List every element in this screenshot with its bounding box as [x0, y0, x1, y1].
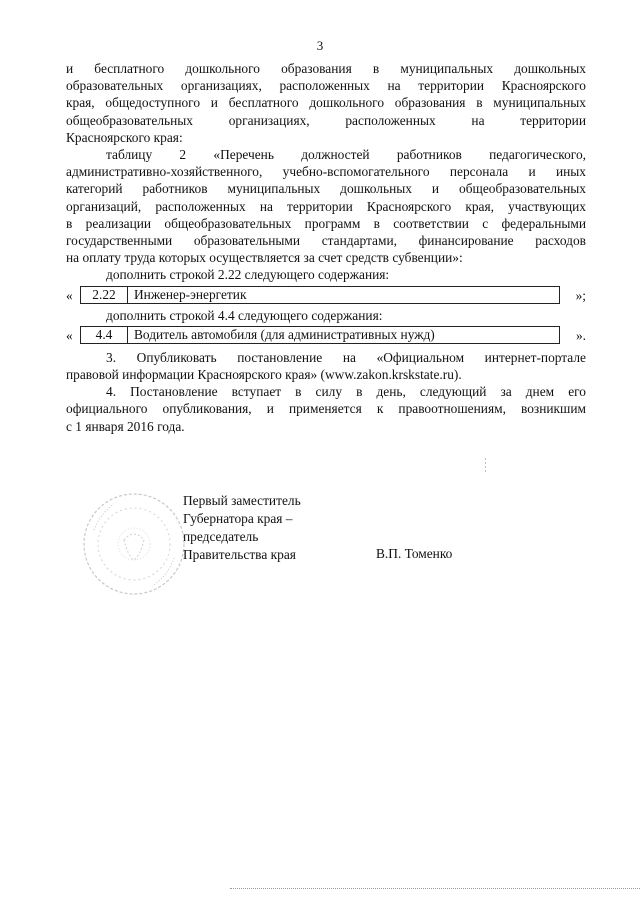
open-quote: « — [66, 327, 73, 343]
paragraph-4 — [66, 383, 586, 435]
text-line: 4. Постановление вступает в силу в день, следующий за днем его — [106, 384, 586, 400]
signatory-title-line: Первый заместитель — [183, 493, 301, 508]
add-row-instruction-1: дополнить строкой 2.22 следующего содержания: — [106, 267, 390, 283]
inserted-row-4-4 — [66, 326, 586, 345]
text-line: с 1 января 2016 года. — [66, 418, 185, 434]
signatory-title-line: Губернатора края – — [183, 511, 293, 526]
close-quote: »; — [575, 287, 586, 303]
row-position-cell: Водитель автомобиля (для административных нужд) — [134, 327, 435, 343]
signatory-title-line: председатель — [183, 529, 259, 544]
signatory-title-line: Правительства края — [183, 547, 296, 562]
text-line: на оплату труда которых осуществляется за счет средств субвенции»: — [66, 250, 463, 266]
text-line: организаций, расположенных на территории Красноярского края, участвующих — [66, 198, 586, 214]
text-line: Красноярского края: — [66, 129, 183, 145]
close-quote: ». — [575, 327, 586, 343]
text-line: государственными образовательными стандартами, финансирование расходов — [66, 233, 586, 249]
row-position-cell: Инженер-энергетик — [134, 287, 247, 303]
text-line: официального опубликования, и применяется к правоотношениям, возникшим — [66, 401, 586, 417]
table-row — [80, 286, 560, 304]
text-line: 3. Опубликовать постановление на «Официальном интернет-портале — [106, 349, 586, 365]
text-line: категорий работников муниципальных дошкольных и общеобразовательных — [66, 181, 586, 197]
text-line: образовательных организациях, расположенных на территории Красноярского — [66, 78, 586, 94]
row-number-cell: 2.22 — [81, 287, 128, 303]
text-line: и бесплатного дошкольного образования в муниципальных дошкольных — [66, 61, 586, 76]
paragraph-1 — [66, 60, 586, 146]
inserted-row-2-22 — [66, 286, 586, 305]
page-number: 3 — [316, 38, 324, 53]
bottom-edge-line — [230, 888, 640, 889]
signature-block — [183, 492, 301, 564]
row-number-cell: 4.4 — [81, 327, 128, 343]
open-quote: « — [66, 287, 73, 303]
stray-mark — [484, 458, 487, 472]
add-row-instruction-2: дополнить строкой 4.4 следующего содержания: — [106, 307, 383, 323]
paragraph-3 — [66, 349, 586, 383]
text-line: общеобразовательных организациях, расположенных на территории — [66, 112, 586, 128]
text-line: края, общедоступного и бесплатного дошкольного образования в муниципальных — [66, 95, 586, 111]
document-body — [66, 60, 586, 435]
text-line: таблицу 2 «Перечень должностей работников педагогического, — [106, 147, 586, 163]
text-line: административно-хозяйственного, учебно-вспомогательного персонала и иных — [66, 164, 586, 180]
text-line: в реализации общеобразовательных программ в соответствии с федеральными — [66, 215, 586, 231]
official-seal-image — [80, 490, 188, 598]
signatory-name: В.П. Томенко — [376, 546, 453, 561]
table-row — [80, 326, 560, 344]
paragraph-2 — [66, 146, 586, 266]
text-line: правовой информации Красноярского края» (www.zakon.krskstate.ru). — [66, 367, 462, 383]
